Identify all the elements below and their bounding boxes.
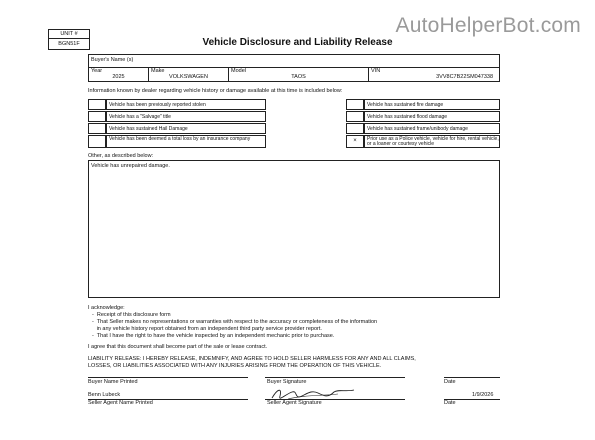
watermark: AutoHelperBot.com: [395, 14, 581, 37]
vehicle-info-table: [88, 54, 500, 82]
other-text: Vehicle has unrepaired damage.: [91, 163, 170, 169]
year-label: Year: [91, 68, 103, 74]
checkbox-hail[interactable]: [88, 123, 106, 134]
document-title: Vehicle Disclosure and Liability Release: [202, 37, 393, 48]
label-frame: Vehicle has sustained frame/unibody damage: [364, 123, 500, 134]
label-total-loss: Vehicle has been deemed a total loss by an insurance company: [106, 135, 266, 148]
liability-line-1: LIABILITY RELEASE: I HEREBY RELEASE, INDEMNIFY, AND AGREE TO HOLD SELLER HARMLESS FOR ANY AND ALL CLAIMS,: [88, 356, 416, 362]
make-cell[interactable]: [149, 67, 229, 82]
agent-date-label: Date: [444, 400, 456, 406]
buyer-date-label: Date: [444, 379, 456, 385]
unit-value: BGN51F: [58, 41, 80, 47]
buyer-name-printed-label: Buyer Name Printed: [88, 379, 138, 385]
vin-value: 3VV8C7B22SM047338: [436, 74, 493, 80]
acknowledge-heading: I acknowledge:: [88, 305, 125, 311]
label-prior-use: Prior use as a Police vehicle, vehicle for hire, rental vehicle, or a loaner or courtesy vehicle: [364, 135, 500, 148]
checkbox-fire[interactable]: [346, 99, 364, 110]
checkbox-salvage[interactable]: [88, 111, 106, 122]
other-label: Other, as described below:: [88, 153, 154, 159]
agent-date-value: 1/9/2026: [472, 392, 494, 398]
make-value: VOLKSWAGEN: [169, 74, 208, 80]
agent-name-value: Benn Lubeck: [88, 392, 121, 398]
label-stolen: Vehicle has been previously reported stolen: [106, 99, 266, 110]
make-label: Make: [151, 68, 165, 74]
buyer-signature-label: Buyer Signature: [267, 379, 307, 385]
other-description-box[interactable]: [88, 160, 500, 298]
info-heading: Information known by dealer regarding vehicle history or damage available at this time is included below:: [88, 88, 343, 94]
acknowledge-item-4: - That I have the right to have the vehicle inspected by an independent mechanic prior to purchase.: [92, 333, 335, 339]
checkbox-stolen[interactable]: [88, 99, 106, 110]
acknowledge-item-3: in any vehicle history report obtained from an independent third party service provider report.: [92, 326, 322, 332]
buyer-signature-line[interactable]: [265, 377, 405, 378]
model-label: Model: [231, 68, 246, 74]
label-hail: Vehicle has sustained Hail Damage: [106, 123, 266, 134]
label-salvage: Vehicle has a "Salvage" title: [106, 111, 266, 122]
label-flood: Vehicle has sustained flood damage: [364, 111, 500, 122]
year-value: 2025: [112, 74, 125, 80]
checkbox-flood[interactable]: [346, 111, 364, 122]
agent-name-printed-label: Seller Agent Name Printed: [88, 400, 153, 406]
model-cell[interactable]: [229, 67, 369, 82]
acknowledge-item-2: - That Seller makes no representations or warranties with respect to the accuracy or completeness of the information: [92, 319, 378, 325]
acknowledge-item-1: - Receipt of this disclosure form: [92, 312, 171, 318]
vin-cell[interactable]: [369, 67, 499, 82]
liability-line-2: LOSSES, OR LIABILITIES ASSOCIATED WITH ANY INJURIES ARISING FROM THE OPERATION OF THIS VEHICLE.: [88, 363, 382, 369]
vehicle-details-row: [89, 67, 499, 82]
vin-label: VIN: [371, 68, 381, 74]
model-value: TAOS: [291, 74, 306, 80]
agree-text: I agree that this document shall become part of the sale or lease contract.: [88, 344, 268, 350]
agent-signature-label: Seller Agent Signature: [267, 400, 322, 406]
checkbox-frame[interactable]: [346, 123, 364, 134]
buyer-date-line[interactable]: [444, 377, 500, 378]
buyer-name-line[interactable]: [88, 377, 248, 378]
buyers-name-label: Buyer's Name (s): [91, 57, 134, 63]
label-fire: Vehicle has sustained fire damage: [364, 99, 500, 110]
year-cell[interactable]: [89, 67, 149, 82]
unit-label: UNIT #: [49, 30, 89, 39]
checkbox-total-loss[interactable]: [88, 135, 106, 148]
checkbox-prior-use[interactable]: ×: [346, 135, 364, 148]
